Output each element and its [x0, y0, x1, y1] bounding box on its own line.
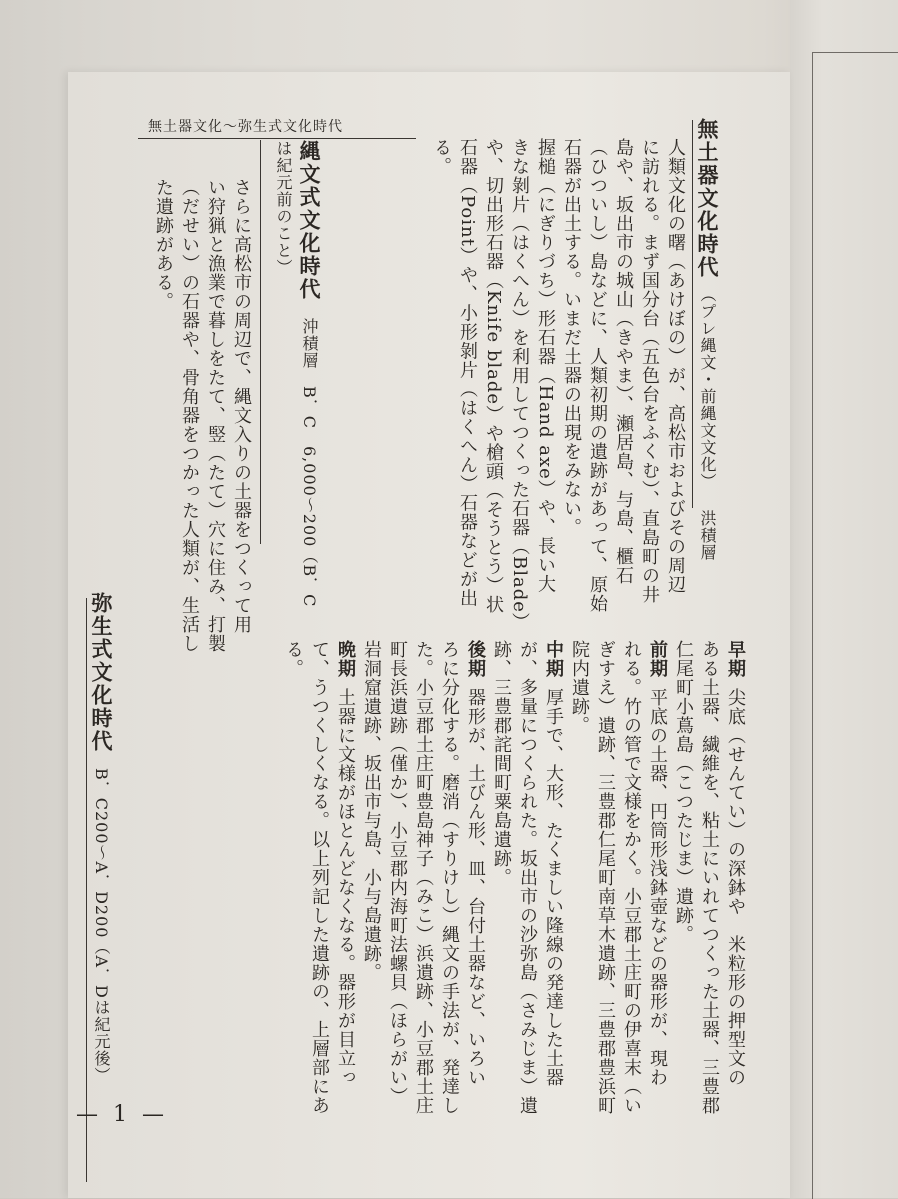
section1-line: に訪れる。まず国分台（五色台をふくむ）、直島町の井 [639, 138, 660, 604]
section1-stratum: 洪積層 [698, 510, 717, 562]
section2-body [122, 178, 254, 653]
adjacent-page-frame [812, 52, 898, 1199]
late-line: 後期器形が、土びん形、皿、台付土器など、いろい [465, 640, 486, 1087]
early-line: ある土器、繊維を、粘土にいれてつくった土器、三豊郡 [699, 640, 720, 1115]
early-line: 早期尖底（せんてい）の深鉢や 米粒形の押型文の [725, 640, 746, 1087]
section1-line: 握槌（にぎりづち）形石器（Hand axe）や、長い大 [535, 138, 556, 594]
periods-body [148, 640, 748, 1115]
section1-line: や、切出形石器（Knife blade）や槍頭（そうとう）状 [483, 138, 504, 615]
early-label: 早期 [725, 640, 746, 678]
final-label: 晩期 [335, 640, 356, 678]
section3-heading-rule [86, 598, 87, 1182]
early2-label: 前期 [647, 640, 668, 678]
late-line: 町長浜遺跡（僅か）、小豆郡内海町法螺貝（ほらがい） [387, 640, 408, 1106]
section1-title: 無土器文化時代 [695, 118, 720, 279]
section1-line: 島や、坂出市の城山（きやま）、瀬居島、与島、櫃石 [613, 138, 634, 585]
section1-heading-rule [692, 120, 693, 508]
section3-heading [88, 592, 114, 1084]
section2-line: （だせい）の石器や、骨角器をつかった人類が、生活し [179, 178, 200, 653]
middle-line: 中期厚手で、大形、たくましい隆線の発達した土器 [543, 640, 564, 1087]
middle-line: 跡、三豊郡詫間町粟島遺跡。 [491, 640, 512, 887]
section3-dates: B．C200〜A．D200（A．Dは紀元後） [92, 767, 111, 1084]
section1-heading [694, 118, 720, 561]
section2-note: は紀元前のこと） [274, 140, 293, 276]
section1-body [368, 138, 688, 632]
early2-line: 前期平底の土器、円筒形浅鉢壺などの器形が、現わ [647, 640, 668, 1087]
section1-line: きな剝片（はくへん）を利用してつくった石器（Blade） [509, 138, 530, 632]
running-head: 無土器文化〜弥生式文化時代 [148, 119, 343, 135]
early2-line: れる。竹の管で文様をかく。小豆郡土庄町の伊喜末（い [621, 640, 642, 1115]
middle-line: が、多量につくられた。坂出市の沙弥島（さみじま）遺 [517, 640, 538, 1115]
book-page [68, 72, 790, 1198]
early2-line: ぎすえ）遺跡、三豊郡仁尾町南草木遺跡、三豊郡豊浜町 [595, 640, 616, 1115]
late-line: 岩洞窟遺跡、坂出市与島、小与島遺跡。 [361, 640, 382, 982]
section1-line: 石器が出土する。いまだ土器の出現をみない。 [561, 138, 582, 537]
section1-line: （ひついし）島などに、人類初期の遺跡があって、原始 [587, 138, 608, 613]
middle-label: 中期 [543, 640, 564, 678]
final-line: 晩期土器に文様がほとんどなくなる。器形が目立っ [335, 640, 356, 1087]
section2-title: 縄文式文化時代 [297, 140, 322, 301]
section2-heading [260, 140, 322, 608]
late-line: た。小豆郡土庄町豊島神子（みこ）浜遺跡、小豆郡土庄 [413, 640, 434, 1115]
late-label: 後期 [465, 640, 486, 678]
section3-title: 弥生式文化時代 [89, 592, 114, 753]
section1-line: 人類文化の曙（あけぼの）が、高松市およびその周辺 [665, 138, 686, 594]
section2-line: い狩猟と漁業で暮しをたて、竪（たて）穴に住み、打製 [205, 178, 226, 653]
section2-title-line [296, 140, 322, 608]
early2-line: 院内遺跡。 [569, 640, 590, 735]
section1-line: る。 [431, 138, 452, 176]
late-line: ろに分化する。磨消（すりけし）縄文の手法が、発達し [439, 640, 460, 1115]
section2-line: た遺跡がある。 [153, 178, 174, 311]
section1-line: 石器（Point）や、小形剝片（はくへん）石器などが出 [457, 138, 478, 608]
section1-subtitle: （プレ縄文・前縄文文化） [698, 285, 717, 490]
early-line: 仁尾町小蔦島（こつたじま）遺跡。 [673, 640, 694, 944]
section2-heading-rule [260, 140, 261, 544]
section2-line: さらに高松市の周辺で、縄文入りの土器をつくって用 [231, 178, 252, 634]
section2-stratum: 沖積層 B．C 6,000〜200（B．C [300, 317, 319, 608]
final-line: て、うつくしくなる。以上列記した遺跡の、上層部にあ [309, 640, 330, 1115]
page-number: — 1 — [76, 1102, 168, 1127]
final-line: る。 [283, 640, 304, 678]
